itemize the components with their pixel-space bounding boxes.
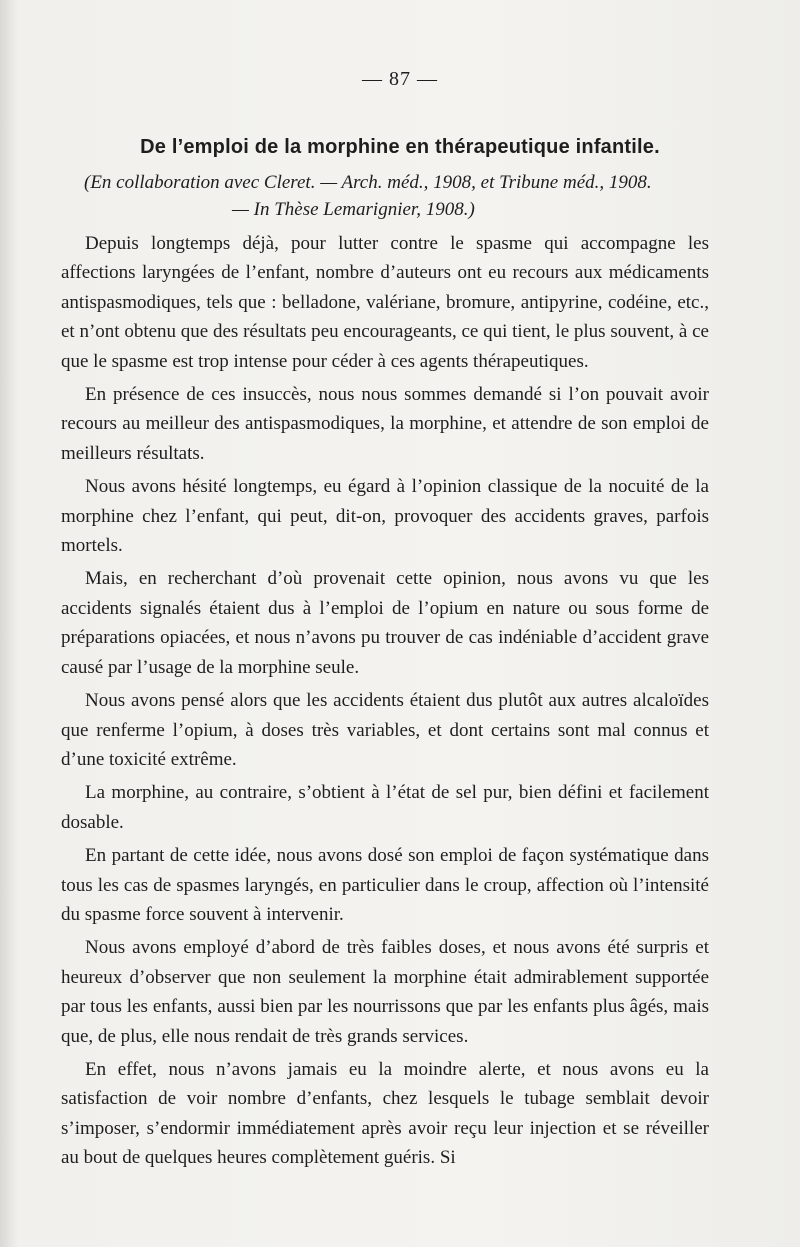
paragraph-8: Nous avons employé d’abord de très faibles doses, et nous avons été surpris et heureux d’observer que non seulement la morphine était admirablement supportée par tous les enfants, aussi bien par les nourrissons que par les enfants plus âgés, mais que, de plus, elle nous rendait de très grands services. bbox=[61, 937, 709, 1047]
paragraph-1: Depuis longtemps déjà, pour lutter contre le spasme qui accompagne les affections laryngées de l’enfant, nombre d’auteurs ont eu recours aux médicaments antispasmodiques, tels que : belladone, valériane, bromure, antipyrine, codéine, etc., et n’ont obtenu que des résultats peu encourageants, ce qui tient, le plus souvent, à ce que le spasme est trop intense pour céder à ces agents thérapeutiques. bbox=[61, 233, 709, 372]
paragraph-3: Nous avons hésité longtemps, eu égard à l’opinion classique de la nocuité de la morphine chez l’enfant, qui peut, dit-on, provoquer des accidents graves, parfois mortels. bbox=[61, 476, 709, 557]
paragraph-5: Nous avons pensé alors que les accidents étaient dus plutôt aux autres alcaloïdes que renferme l’opium, à doses très variables, et dont certains sont mal connus et d’une toxicité extrême. bbox=[61, 690, 709, 770]
body-text bbox=[61, 229, 709, 1173]
paragraph-7: En partant de cette idée, nous avons dosé son emploi de façon systématique dans tous les cas de spasmes laryngés, en particulier dans le croup, affection où l’intensité du spasme force souvent à intervenir. bbox=[61, 845, 709, 925]
source-citation-line-1: (En collaboration avec Cleret. — Arch. méd., 1908, et Tribune méd., 1908. bbox=[84, 172, 652, 193]
paragraph-6: La morphine, au contraire, s’obtient à l’état de sel pur, bien défini et facilement dosable. bbox=[61, 782, 709, 833]
chapter-title: De l’emploi de la morphine en thérapeutique infantile. bbox=[140, 136, 660, 158]
paragraph-4: Mais, en recherchant d’où provenait cette opinion, nous avons vu que les accidents signalés étaient dus à l’emploi de l’opium en nature ou sous forme de préparations opiacées, et nous n’avons pu trouver de cas indéniable d’accident grave causé par l’usage de la morphine seule. bbox=[61, 568, 709, 678]
paragraph-2: En présence de ces insuccès, nous nous sommes demandé si l’on pouvait avoir recours au meilleur des antispasmodiques, la morphine, et attendre de son emploi de meilleurs résultats. bbox=[61, 384, 709, 464]
page-number: — 87 — bbox=[362, 68, 438, 90]
paragraph-9: En effet, nous n’avons jamais eu la moindre alerte, et nous avons eu la satisfaction de voir nombre d’enfants, chez lesquels le tubage semblait devoir s’imposer, s’endormir immédiatement après avoir reçu leur injection et se réveiller au bout de quelques heures complètement guéris. Si bbox=[61, 1058, 709, 1169]
source-citation-line-2: — In Thèse Lemarignier, 1908.) bbox=[232, 199, 475, 220]
